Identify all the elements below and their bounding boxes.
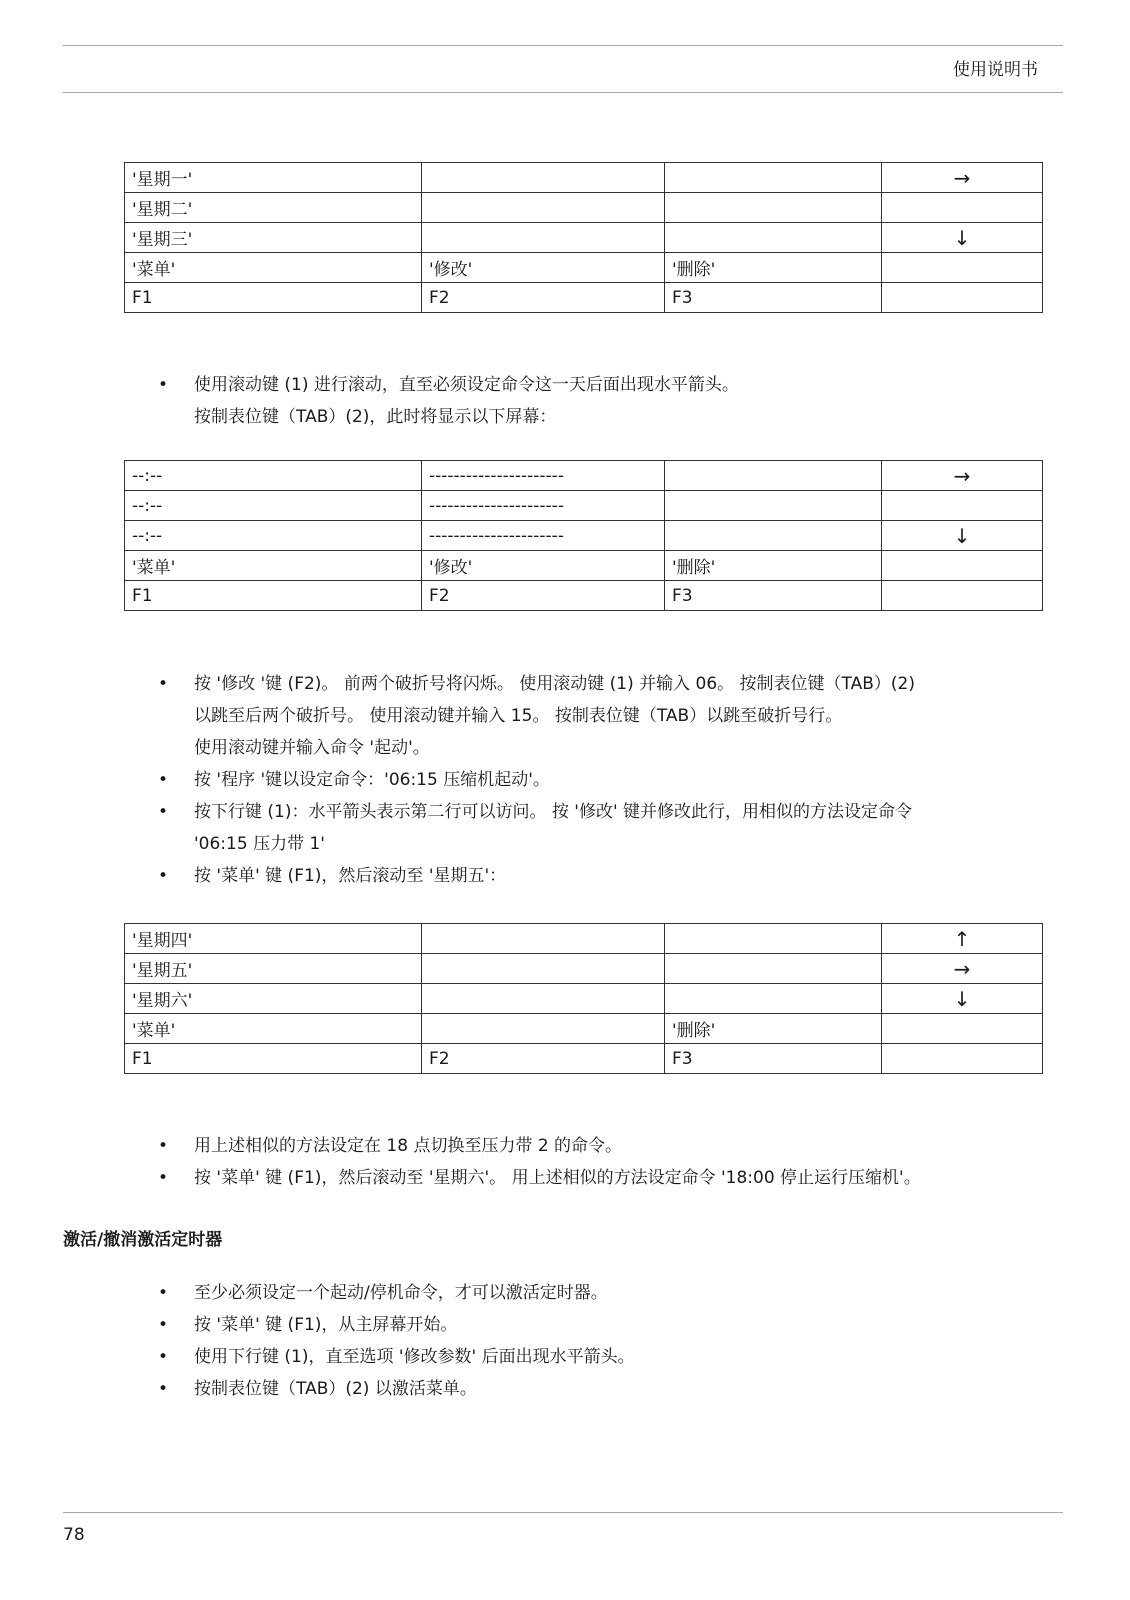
softkey-label-modify: '修改' <box>422 253 665 283</box>
table-cell: ---------------------- <box>422 521 665 551</box>
list-item <box>124 1309 1054 1341</box>
bullet: • <box>158 802 169 822</box>
list-item-text: 按 '菜单' 键 (F1)，然后滚动至 '星期六'。 用上述相似的方法设定命令 '18:00 停止运行压缩机'。 <box>194 1168 921 1188</box>
table-cell: ---------------------- <box>422 461 665 491</box>
table-cell: --:-- <box>125 461 422 491</box>
list-item-text: 使用滚动键 (1) 进行滚动，直至必须设定命令这一天后面出现水平箭头。 <box>194 375 739 395</box>
table-cell: --:-- <box>125 521 422 551</box>
list-item <box>124 1162 1054 1194</box>
table-cell <box>882 581 1043 611</box>
list-item <box>124 764 1054 796</box>
table-row <box>125 163 1043 193</box>
header-bottom-rule <box>63 92 1063 93</box>
bullet: • <box>158 1315 169 1335</box>
list-item <box>124 860 1054 892</box>
bullet: • <box>158 1379 169 1399</box>
list-item-text: 至少必须设定一个起动/停机命令，才可以激活定时器。 <box>194 1283 608 1303</box>
list-item-text: 按 '修改 '键 (F2)。 前两个破折号将闪烁。 使用滚动键 (1) 并输入 06。 按制表位键（TAB）(2) <box>194 674 915 694</box>
table-row <box>125 283 1043 313</box>
softkey-f1: F1 <box>125 1044 422 1074</box>
list-item-text: 按下行键 (1)：水平箭头表示第二行可以访问。 按 '修改' 键并修改此行，用相似的方法设定命令 <box>194 802 913 822</box>
softkey-f1: F1 <box>125 581 422 611</box>
table-cell <box>665 984 882 1014</box>
table-row <box>125 193 1043 223</box>
table-row <box>125 521 1043 551</box>
table-cell: '星期五' <box>125 954 422 984</box>
table-row <box>125 253 1043 283</box>
table-cell <box>422 193 665 223</box>
section-heading: 激活/撤消激活定时器 <box>63 1230 223 1250</box>
list-item <box>124 796 1054 860</box>
list-item <box>124 1373 1054 1405</box>
arrow-up-icon: ↑ <box>882 924 1043 954</box>
instruction-block-4 <box>124 1277 1054 1405</box>
footer-rule <box>63 1512 1063 1513</box>
table-cell <box>422 223 665 253</box>
table-row <box>125 223 1043 253</box>
softkey-label-delete: '删除' <box>665 1014 882 1044</box>
bullet: • <box>158 674 169 694</box>
list-item-text: 按 '菜单' 键 (F1)，从主屏幕开始。 <box>194 1315 458 1335</box>
list-item-text: '06:15 压力带 1' <box>194 834 325 854</box>
table-cell: ---------------------- <box>422 491 665 521</box>
table-cell <box>882 193 1043 223</box>
table-cell <box>665 954 882 984</box>
arrow-down-icon: ↓ <box>882 984 1043 1014</box>
instruction-block-1 <box>124 369 1054 433</box>
softkey-f2: F2 <box>422 581 665 611</box>
softkey-f3: F3 <box>665 1044 882 1074</box>
table-cell <box>665 223 882 253</box>
table-cell: '星期二' <box>125 193 422 223</box>
softkey-label-menu: '菜单' <box>125 253 422 283</box>
table-row <box>125 1044 1043 1074</box>
table-row <box>125 924 1043 954</box>
bullet: • <box>158 375 169 395</box>
table-row <box>125 984 1043 1014</box>
bullet: • <box>158 866 169 886</box>
list-item <box>124 668 1054 764</box>
softkey-label-modify: '修改' <box>422 551 665 581</box>
table-cell: '星期一' <box>125 163 422 193</box>
table-cell: '星期四' <box>125 924 422 954</box>
table-cell <box>665 924 882 954</box>
softkey-label-delete: '删除' <box>665 253 882 283</box>
bullet: • <box>158 770 169 790</box>
softkey-f3: F3 <box>665 581 882 611</box>
bullet: • <box>158 1283 169 1303</box>
bullet: • <box>158 1136 169 1156</box>
table-cell <box>422 924 665 954</box>
screen-table-weekdays-2 <box>124 923 1043 1074</box>
table-row <box>125 581 1043 611</box>
softkey-f3: F3 <box>665 283 882 313</box>
table-cell <box>882 253 1043 283</box>
softkey-label-delete: '删除' <box>665 551 882 581</box>
table-row <box>125 491 1043 521</box>
table-cell: '星期六' <box>125 984 422 1014</box>
table-row <box>125 954 1043 984</box>
list-item <box>124 1341 1054 1373</box>
list-item-text: 使用下行键 (1)，直至选项 '修改参数' 后面出现水平箭头。 <box>194 1347 635 1367</box>
table-cell <box>882 491 1043 521</box>
list-item-text: 用上述相似的方法设定在 18 点切换至压力带 2 的命令。 <box>194 1136 623 1156</box>
softkey-f2: F2 <box>422 283 665 313</box>
instruction-block-2 <box>124 668 1054 892</box>
table-cell <box>882 1044 1043 1074</box>
page-number: 78 <box>63 1525 85 1545</box>
softkey-f2: F2 <box>422 1044 665 1074</box>
table-cell <box>422 984 665 1014</box>
list-item-continuation: 按制表位键（TAB）(2)，此时将显示以下屏幕： <box>194 407 557 427</box>
header-top-rule <box>63 45 1063 46</box>
table-cell: --:-- <box>125 491 422 521</box>
table-cell <box>665 193 882 223</box>
table-cell <box>665 521 882 551</box>
list-item-text: 按 '程序 '键以设定命令：'06:15 压缩机起动'。 <box>194 770 550 790</box>
table-cell <box>882 551 1043 581</box>
softkey-label-menu: '菜单' <box>125 1014 422 1044</box>
softkey-label-menu: '菜单' <box>125 551 422 581</box>
table-cell <box>882 1014 1043 1044</box>
arrow-right-icon: → <box>882 163 1043 193</box>
list-item-text: 使用滚动键并输入命令 '起动'。 <box>194 738 430 758</box>
arrow-down-icon: ↓ <box>882 521 1043 551</box>
header-title: 使用说明书 <box>953 60 1038 80</box>
arrow-right-icon: → <box>882 954 1043 984</box>
list-item <box>124 369 1054 401</box>
table-cell <box>665 163 882 193</box>
table-cell <box>422 163 665 193</box>
table-cell <box>665 491 882 521</box>
bullet: • <box>158 1168 169 1188</box>
screen-table-weekdays-1 <box>124 162 1043 313</box>
arrow-down-icon: ↓ <box>882 223 1043 253</box>
screen-table-time-entries <box>124 460 1043 611</box>
instruction-block-3 <box>124 1130 1054 1194</box>
table-cell <box>422 954 665 984</box>
list-item-text: 按制表位键（TAB）(2) 以激活菜单。 <box>194 1379 477 1399</box>
table-row <box>125 461 1043 491</box>
table-cell <box>882 283 1043 313</box>
table-row <box>125 551 1043 581</box>
list-item-text: 按 '菜单' 键 (F1)，然后滚动至 '星期五'： <box>194 866 507 886</box>
table-cell: '星期三' <box>125 223 422 253</box>
table-row <box>125 1014 1043 1044</box>
softkey-f1: F1 <box>125 283 422 313</box>
arrow-right-icon: → <box>882 461 1043 491</box>
table-cell <box>422 1014 665 1044</box>
bullet: • <box>158 1347 169 1367</box>
list-item <box>124 1277 1054 1309</box>
list-item <box>124 1130 1054 1162</box>
list-item-text: 以跳至后两个破折号。 使用滚动键并输入 15。 按制表位键（TAB）以跳至破折号行。 <box>194 706 843 726</box>
table-cell <box>665 461 882 491</box>
